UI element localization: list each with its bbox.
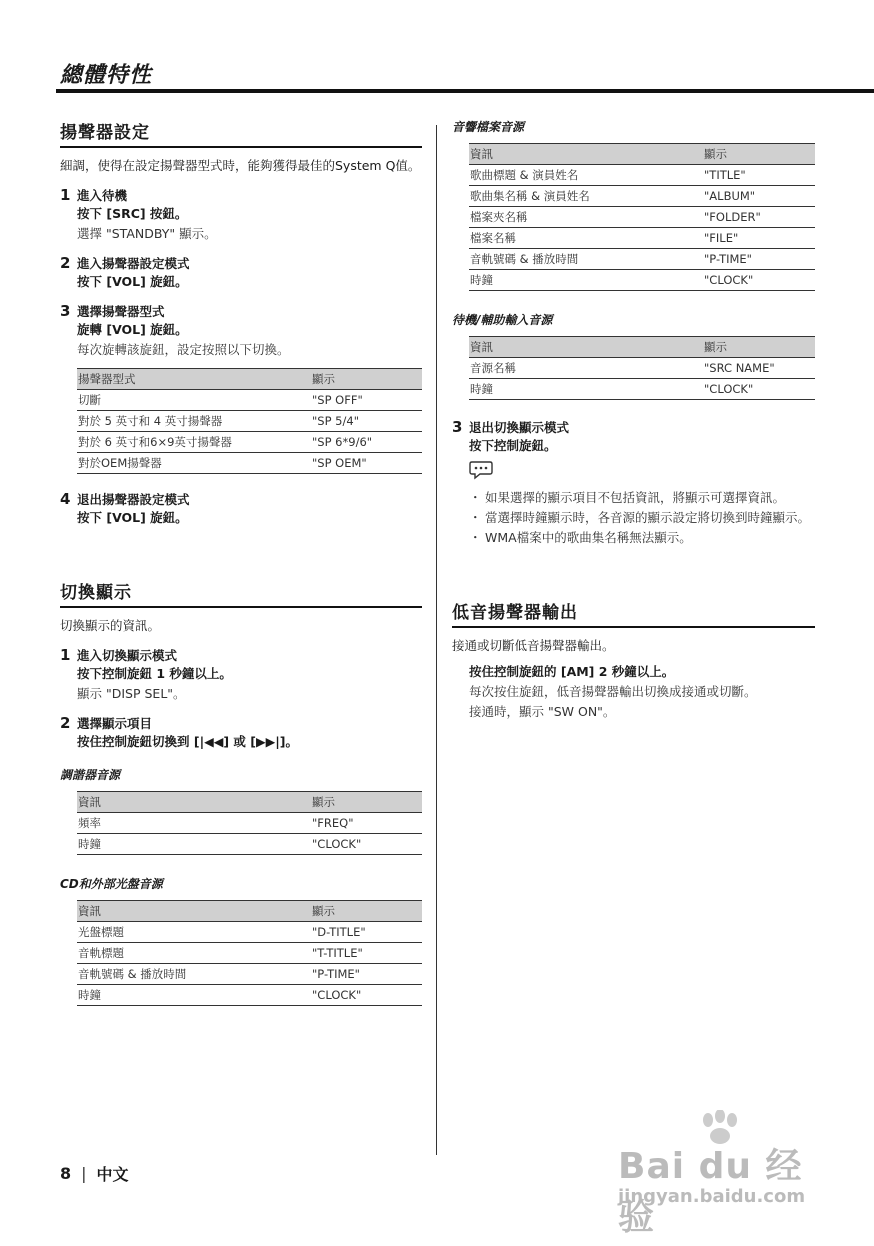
step <box>60 302 422 474</box>
section-intro: 接通或切斷低音揚聲器輸出。 <box>452 638 615 653</box>
step-title: 進入切換顯示模式 <box>77 648 178 663</box>
table-row <box>77 453 422 474</box>
standby-aux-source-title: 待機/輔助輸入音源 <box>452 313 553 327</box>
table-header: 資訊 <box>469 337 703 358</box>
step <box>60 254 422 292</box>
table-cell: "SRC NAME" <box>703 358 815 379</box>
step-title: 選擇顯示項目 <box>77 716 153 731</box>
right-column <box>452 118 815 722</box>
standby-aux-source-table <box>469 336 815 400</box>
step-number: 3 <box>60 302 71 320</box>
step-note: 接通時，顯示 "SW ON"。 <box>469 704 616 719</box>
table-cell: "T-TITLE" <box>311 943 422 964</box>
table-header: 顯示 <box>311 901 422 922</box>
table-cell: 音軌標題 <box>77 943 311 964</box>
table-cell: 音軌號碼 & 播放時間 <box>469 249 703 270</box>
table-cell: 檔案名稱 <box>469 228 703 249</box>
audio-file-source-title: 音響檔案音源 <box>452 120 525 134</box>
step-title: 退出切換顯示模式 <box>469 420 570 435</box>
table-cell: 對於OEM揚聲器 <box>77 453 311 474</box>
table-cell: 光盤標題 <box>77 922 311 943</box>
step-action: 按住控制旋鈕切換到 [|◀◀] 或 [▶▶|]。 <box>77 734 298 749</box>
step-title: 進入揚聲器設定模式 <box>77 256 190 271</box>
tuner-source-title: 調諧器音源 <box>60 768 121 782</box>
table-cell: "P-TIME" <box>311 964 422 985</box>
table-row <box>77 411 422 432</box>
table-cell: 音源名稱 <box>469 358 703 379</box>
step-action: 按下 [VOL] 旋鈕。 <box>77 274 188 289</box>
table-row <box>77 964 422 985</box>
speech-bubble-note-icon <box>469 460 815 484</box>
section-intro: 細調，使得在設定揚聲器型式時，能夠獲得最佳的System Q值。 <box>60 158 421 173</box>
page-header-title: 總體特性 <box>60 63 153 88</box>
step-action: 按下控制旋鈕 1 秒鐘以上。 <box>77 666 232 681</box>
step-action: 按下 [SRC] 按鈕。 <box>77 206 188 221</box>
step <box>60 490 422 528</box>
table-header: 資訊 <box>77 792 311 813</box>
step-title: 選擇揚聲器型式 <box>77 304 165 319</box>
table-row <box>77 922 422 943</box>
speaker-setting-section <box>60 118 422 528</box>
column-divider <box>436 125 437 1155</box>
table-row <box>77 985 422 1006</box>
step-action: 旋轉 [VOL] 旋鈕。 <box>77 322 188 337</box>
table-cell: "ALBUM" <box>703 186 815 207</box>
table-cell: "FREQ" <box>311 813 422 834</box>
table-cell: 檔案夾名稱 <box>469 207 703 228</box>
section-title: 揚聲器設定 <box>60 118 422 148</box>
step-number: 2 <box>60 254 71 272</box>
table-header: 顯示 <box>703 144 815 165</box>
table-header: 資訊 <box>77 901 311 922</box>
step-title: 退出揚聲器設定模式 <box>77 492 190 507</box>
note-item: ・ WMA檔案中的歌曲集名稱無法顯示。 <box>469 528 815 548</box>
cd-source-title: CD和外部光盤音源 <box>60 877 163 891</box>
table-cell: 時鐘 <box>77 834 311 855</box>
step-note: 每次旋轉該旋鈕，設定按照以下切換。 <box>77 342 290 357</box>
table-cell: "TITLE" <box>703 165 815 186</box>
cd-source-table <box>77 900 422 1006</box>
table-row <box>469 207 815 228</box>
note-item: ・ 當選擇時鐘顯示時，各音源的顯示設定將切換到時鐘顯示。 <box>469 508 815 528</box>
page-language: 中文 <box>96 1165 129 1184</box>
table-cell: 切斷 <box>77 390 311 411</box>
baidu-watermark <box>618 1118 828 1238</box>
display-switch-section <box>60 578 422 1006</box>
table-cell: "CLOCK" <box>311 985 422 1006</box>
table-cell: "CLOCK" <box>703 379 815 400</box>
table-cell: 對於 5 英寸和 4 英寸揚聲器 <box>77 411 311 432</box>
table-cell: "CLOCK" <box>311 834 422 855</box>
table-row <box>77 432 422 453</box>
audio-file-source-table <box>469 143 815 291</box>
watermark-url: jingyan.baidu.com <box>618 1186 806 1207</box>
step-action: 按下 [VOL] 旋鈕。 <box>77 510 188 525</box>
step-note: 每次按住旋鈕，低音揚聲器輸出切換成接通或切斷。 <box>469 684 757 699</box>
speaker-type-table <box>77 368 422 474</box>
step-action: 按住控制旋鈕的 [AM] 2 秒鐘以上。 <box>469 664 675 679</box>
table-row <box>469 358 815 379</box>
table-cell: "FOLDER" <box>703 207 815 228</box>
table-row <box>77 813 422 834</box>
page-number: 8 <box>60 1164 72 1183</box>
table-row <box>77 834 422 855</box>
table-cell: "P-TIME" <box>703 249 815 270</box>
table-cell: 時鐘 <box>77 985 311 1006</box>
step-number: 3 <box>452 418 463 436</box>
table-cell: "SP 6*9/6" <box>311 432 422 453</box>
section-intro: 切換顯示的資訊。 <box>60 618 161 633</box>
table-header: 顯示 <box>703 337 815 358</box>
step <box>452 418 815 456</box>
table-header: 資訊 <box>469 144 703 165</box>
section-title: 低音揚聲器輸出 <box>452 598 815 628</box>
table-row <box>469 186 815 207</box>
watermark-logo: Bai du 经验 <box>618 1146 803 1238</box>
table-row <box>77 943 422 964</box>
page-footer <box>60 1162 129 1185</box>
table-row <box>469 249 815 270</box>
step-action: 按下控制旋鈕。 <box>469 438 557 453</box>
tuner-source-table <box>77 791 422 855</box>
table-cell: "SP 5/4" <box>311 411 422 432</box>
table-header: 揚聲器型式 <box>77 369 311 390</box>
table-cell: "D-TITLE" <box>311 922 422 943</box>
step <box>60 646 422 704</box>
note-item: ・ 如果選擇的顯示項目不包括資訊，將顯示可選擇資訊。 <box>469 488 815 508</box>
table-row <box>469 165 815 186</box>
left-column <box>60 118 422 1006</box>
step <box>60 186 422 244</box>
step-number: 2 <box>60 714 71 732</box>
table-cell: 歌曲集名稱 & 演員姓名 <box>469 186 703 207</box>
footer-separator: | <box>81 1164 87 1183</box>
step-number: 1 <box>60 646 71 664</box>
subwoofer-section <box>452 598 815 722</box>
table-header: 顯示 <box>311 369 422 390</box>
table-cell: 音軌號碼 & 播放時間 <box>77 964 311 985</box>
step-note: 顯示 "DISP SEL"。 <box>77 686 186 701</box>
table-cell: 頻率 <box>77 813 311 834</box>
table-cell: "CLOCK" <box>703 270 815 291</box>
notes-list <box>469 488 815 548</box>
table-cell: "SP OEM" <box>311 453 422 474</box>
table-header: 顯示 <box>311 792 422 813</box>
table-cell: 歌曲標題 & 演員姓名 <box>469 165 703 186</box>
table-cell: 時鐘 <box>469 379 703 400</box>
step-note: 選擇 "STANDBY" 顯示。 <box>77 226 217 241</box>
step <box>60 714 422 752</box>
header-rule <box>56 89 874 93</box>
table-cell: 時鐘 <box>469 270 703 291</box>
table-cell: "FILE" <box>703 228 815 249</box>
step-number: 1 <box>60 186 71 204</box>
table-cell: "SP OFF" <box>311 390 422 411</box>
table-cell: 對於 6 英寸和6×9英寸揚聲器 <box>77 432 311 453</box>
section-title: 切換顯示 <box>60 578 422 608</box>
table-row <box>77 390 422 411</box>
step-number: 4 <box>60 490 71 508</box>
table-row <box>469 379 815 400</box>
step-title: 進入待機 <box>77 188 128 203</box>
table-row <box>469 270 815 291</box>
table-row <box>469 228 815 249</box>
